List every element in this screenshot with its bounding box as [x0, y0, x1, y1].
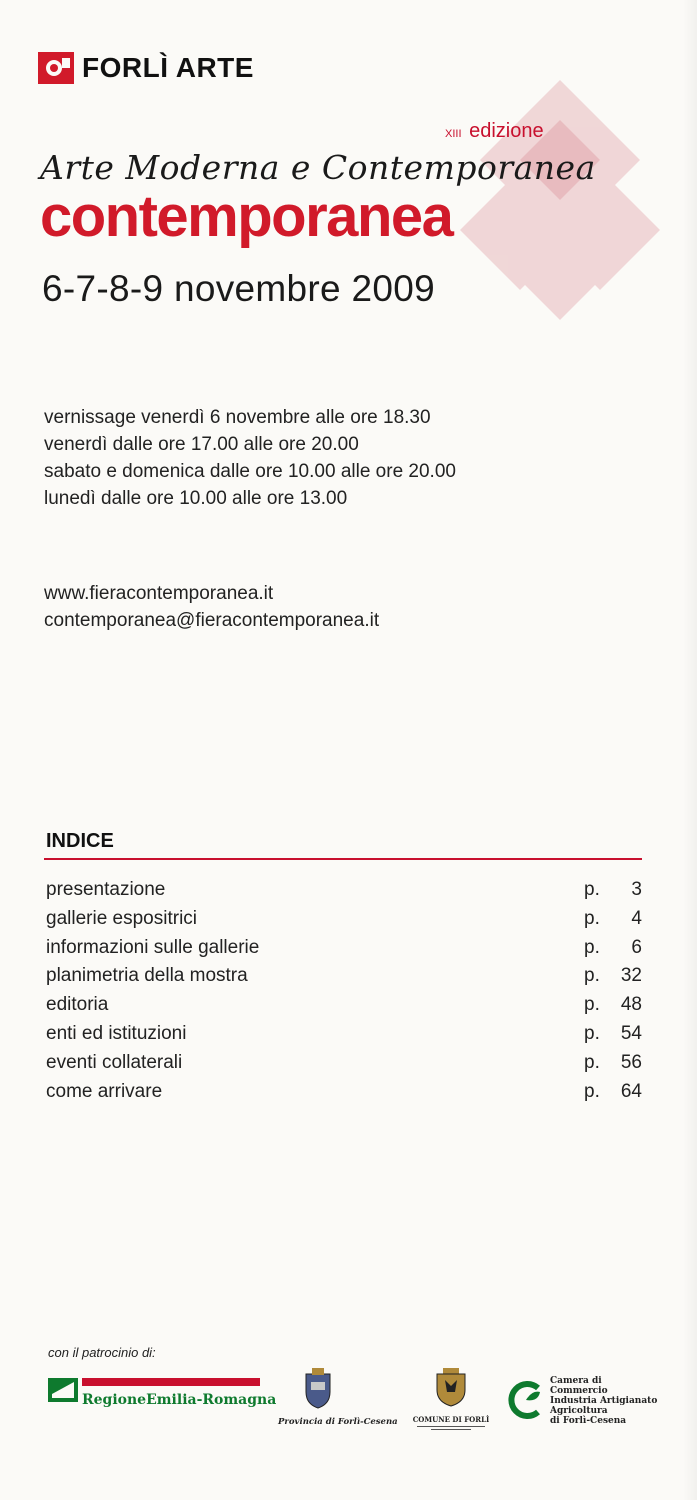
table-of-contents [46, 876, 642, 1106]
brand-name: FORLÌ ARTE [82, 52, 254, 83]
index-heading: INDICE [46, 830, 114, 852]
toc-page-prefix: p. [584, 936, 600, 958]
schedule-line: sabato e domenica dalle ore 10.00 alle ore 20.00 [44, 461, 456, 482]
toc-page-number: 3 [631, 879, 642, 900]
toc-page-number: 54 [620, 1022, 642, 1044]
toc-page-prefix: p. [584, 994, 600, 1016]
toc-page-number: 48 [620, 994, 642, 1016]
toc-entry-label: eventi collaterali [46, 1051, 183, 1073]
toc-page-prefix: p. [584, 907, 600, 929]
region-flag-icon [48, 1378, 78, 1402]
comune-subtext [406, 1424, 496, 1434]
toc-page-number: 64 [620, 1080, 642, 1102]
toc-page-ref [584, 876, 642, 905]
chamber-name-line: Industria Artigianato [550, 1396, 658, 1406]
region-name: RegioneEmilia-Romagna [82, 1392, 277, 1408]
region-red-bar [82, 1378, 260, 1386]
chamber-name-line: Agricoltura [550, 1406, 608, 1416]
toc-entry [46, 991, 642, 1020]
comune-fine-print [411, 1424, 491, 1432]
toc-entry [46, 934, 642, 963]
website-link[interactable]: www.fieracontemporanea.it [44, 583, 274, 604]
toc-page-number: 56 [620, 1051, 642, 1073]
chamber-name [550, 1376, 658, 1426]
toc-page-prefix: p. [584, 1080, 600, 1102]
toc-page-ref [584, 991, 642, 1020]
comune-crest-icon [434, 1368, 468, 1408]
toc-page-ref [584, 962, 642, 991]
patronage-label: con il patrocinio di: [48, 1345, 156, 1360]
toc-page-ref [584, 1078, 642, 1107]
toc-page-number: 4 [631, 907, 642, 929]
toc-page-prefix: p. [584, 879, 600, 900]
province-name: Provincia di Forlì-Cesena [278, 1417, 398, 1427]
forli-arte-logo [38, 50, 254, 86]
contacts [44, 580, 379, 634]
chamber-name-line: Camera di Commercio [550, 1376, 608, 1396]
toc-entry-label: editoria [46, 994, 109, 1016]
toc-page-number: 6 [631, 936, 642, 958]
subtitle: Arte Moderna e Contemporanea [40, 148, 596, 187]
chamber-name-line: di Forlì-Cesena [550, 1416, 627, 1426]
toc-page-ref [584, 905, 642, 934]
regione-emilia-romagna-logo [48, 1378, 277, 1418]
toc-entry-label: presentazione [46, 879, 166, 900]
toc-page-number: 32 [620, 965, 642, 987]
toc-entry [46, 905, 642, 934]
toc-page-prefix: p. [584, 965, 600, 987]
schedule-line: venerdì dalle ore 17.00 alle ore 20.00 [44, 434, 359, 455]
chamber-of-commerce-icon [508, 1380, 544, 1420]
edition-label [445, 120, 544, 143]
forli-arte-logo-icon [38, 52, 74, 84]
comune-logo [406, 1368, 496, 1434]
schedule-line: vernissage venerdì 6 novembre alle ore 18.30 [44, 407, 431, 428]
provincia-logo [278, 1368, 398, 1427]
sponsor-logos [48, 1368, 658, 1458]
toc-page-ref [584, 1049, 642, 1078]
opening-hours [44, 404, 456, 512]
toc-entry [46, 1020, 642, 1049]
toc-page-ref [584, 934, 642, 963]
toc-page-ref [584, 1020, 642, 1049]
edition-word: edizione [469, 120, 544, 142]
province-crest-icon [303, 1368, 333, 1410]
toc-entry-label: gallerie espositrici [46, 907, 198, 929]
toc-entry-label: informazioni sulle gallerie [46, 936, 260, 958]
edition-number: XIII [445, 128, 462, 140]
toc-entry [46, 962, 642, 991]
main-title: contemporanea [40, 184, 453, 249]
toc-page-prefix: p. [584, 1022, 600, 1044]
schedule-line: lunedì dalle ore 10.00 alle ore 13.00 [44, 488, 348, 509]
toc-entry [46, 1049, 642, 1078]
toc-entry-label: come arrivare [46, 1080, 163, 1102]
comune-name: COMUNE DI FORLÌ [412, 1415, 490, 1424]
event-dates: 6-7-8-9 novembre 2009 [42, 268, 435, 309]
diamond-pattern-decoration [430, 60, 690, 340]
toc-entry [46, 876, 642, 905]
toc-entry-label: enti ed istituzioni [46, 1022, 187, 1044]
camera-di-commercio-logo [508, 1376, 658, 1426]
toc-entry-label: planimetria della mostra [46, 965, 248, 987]
toc-page-prefix: p. [584, 1051, 600, 1073]
toc-entry [46, 1078, 642, 1107]
email-link[interactable]: contemporanea@fieracontemporanea.it [44, 610, 380, 631]
index-divider [44, 858, 642, 860]
